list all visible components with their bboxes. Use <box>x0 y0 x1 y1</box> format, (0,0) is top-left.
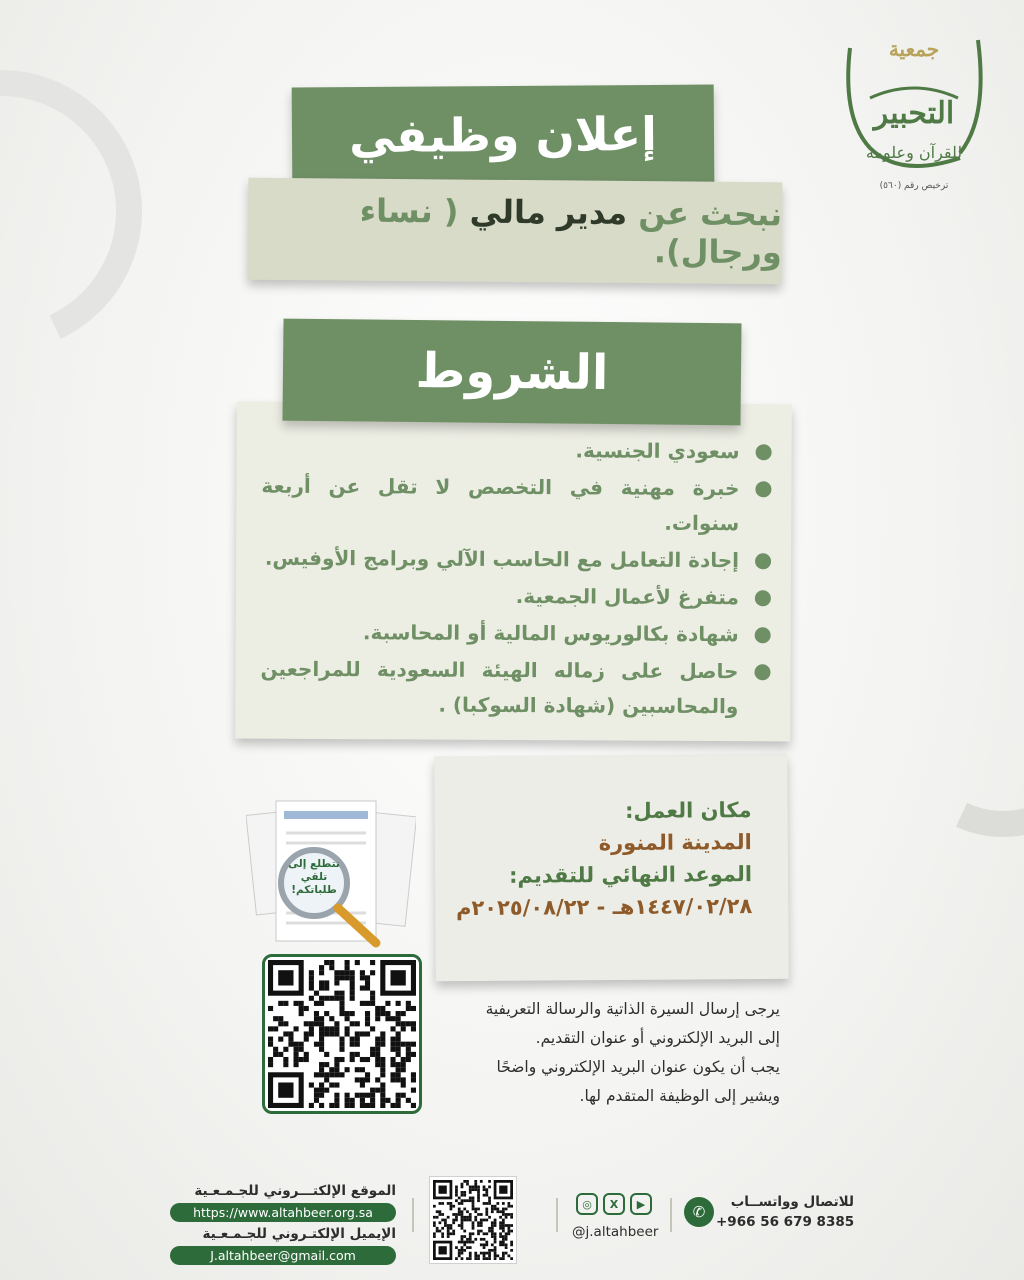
application-instructions <box>440 995 780 1111</box>
deadline-value: ١٤٤٧/٠٢/٢٨هـ - ٢٠٢٥/٠٨/٢٢م <box>455 894 753 921</box>
logo-line1: جمعية <box>888 37 940 61</box>
social-handle[interactable]: @j.altahbeer <box>572 1224 659 1240</box>
job-title: مدير مالي <box>469 192 628 232</box>
conditions-card <box>235 402 792 742</box>
conditions-header-card <box>282 319 741 426</box>
x-icon[interactable]: X <box>603 1193 625 1215</box>
subtitle <box>248 191 783 272</box>
instruction-line: يجب أن يكون عنوان البريد الإلكتروني واضحًا <box>496 1058 780 1076</box>
condition-item: شهادة بكالوريوس المالية أو المحاسبة. <box>261 615 771 653</box>
footer-divider <box>670 1198 672 1232</box>
footer-divider <box>412 1198 414 1232</box>
phone-number[interactable]: +966 56 679 8385 <box>716 1214 855 1230</box>
youtube-icon[interactable]: ▶ <box>630 1193 652 1215</box>
details <box>431 794 752 924</box>
email-link[interactable]: J.altahbeer@gmail.com <box>170 1246 396 1265</box>
subtitle-card <box>248 178 783 285</box>
title-card <box>292 85 715 186</box>
logo-license: ترخيص رقم (٥٦٠) <box>879 181 949 191</box>
instruction-line: يرجى إرسال السيرة الذاتية والرسالة التعريفية <box>485 1000 780 1018</box>
deadline-label: الموعد النهائي للتقديم: <box>508 862 753 888</box>
logo-line2: التحبير <box>873 96 955 131</box>
conditions-title: الشروط <box>415 342 609 402</box>
website-url-link[interactable]: https://www.altahbeer.org.sa <box>170 1203 396 1222</box>
email-label: الإيميل الإلكتـروني للجـمـعـية <box>202 1226 396 1242</box>
conditions-list <box>260 432 772 727</box>
footer-divider <box>556 1198 558 1232</box>
instagram-icon[interactable]: ◎ <box>576 1193 598 1215</box>
qr-pattern <box>268 960 416 1108</box>
details-card <box>434 754 789 981</box>
condition-item: حاصل على زماله الهيئة السعودية للمراجعين والمحاسبين (شهادة السوكبا) . <box>260 652 770 725</box>
subtitle-suffix: ( نساء ورجال). <box>359 191 782 272</box>
logo-line3: للقرآن وعلومه <box>865 143 963 162</box>
application-qr-code[interactable] <box>262 954 422 1114</box>
location-value: المدينة المنورة <box>598 830 752 856</box>
page-title: إعلان وظيفي <box>348 106 658 164</box>
footer-qr-code[interactable] <box>429 1176 517 1264</box>
instruction-line: ويشير إلى الوظيفة المتقدم لها. <box>579 1087 780 1105</box>
condition-item: إجادة التعامل مع الحاسب الآلي وبرامج الأوفيس. <box>261 541 771 579</box>
qr-pattern <box>433 1180 513 1260</box>
subtitle-prefix: نبحث عن <box>627 193 783 234</box>
altahbeer-logo <box>840 28 988 196</box>
illustration-badge: نتطلع إلى تلقي طلباتكم! <box>288 858 340 896</box>
condition-item: متفرغ لأعمال الجمعية. <box>261 578 771 616</box>
location-label: مكان العمل: <box>625 798 752 823</box>
social-icons <box>576 1193 656 1219</box>
contact-label: للاتصال وواتســاب <box>730 1194 854 1210</box>
condition-item: سعودي الجنسية. <box>262 432 772 470</box>
website-label: الموقع الإلكتـــروني للجـمـعـية <box>194 1183 396 1199</box>
whatsapp-phone-icon[interactable]: ✆ <box>684 1197 714 1227</box>
instruction-line: إلى البريد الإلكتروني أو عنوان التقديم. <box>535 1029 780 1047</box>
condition-item: خبرة مهنية في التخصص لا تقل عن أربعة سنوات. <box>261 469 771 542</box>
